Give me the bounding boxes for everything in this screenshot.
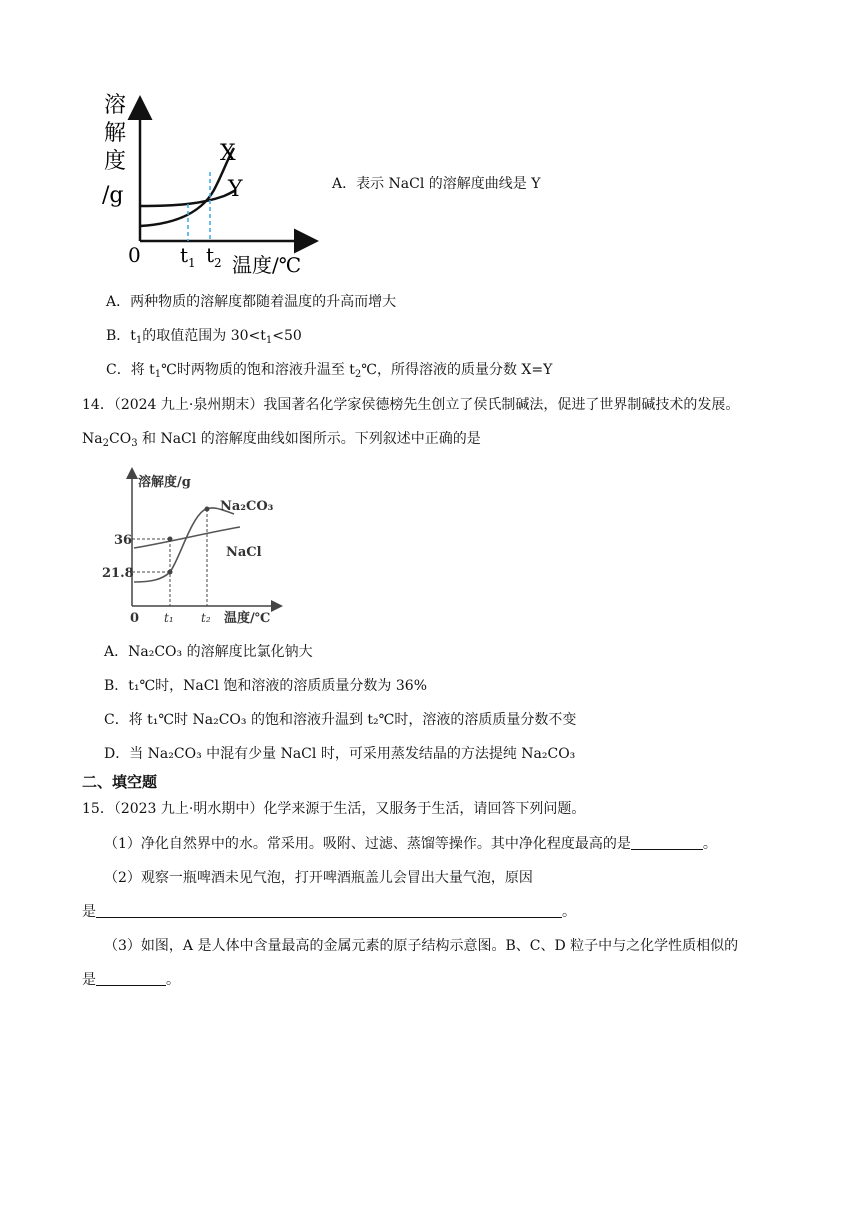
q14-option-a: A．Na₂CO₃ 的溶解度比氯化钠大 xyxy=(104,644,313,660)
q14-stem-line1: 14．（2024 九上·泉州期末）我国著名化学家侯德榜先生创立了侯氏制碱法，促进了世界制碱技术的发展。 xyxy=(82,397,740,413)
curve-y-label: Y xyxy=(228,177,243,202)
t2-label: $t_2$ xyxy=(206,243,222,270)
y-label-char: 解 xyxy=(104,121,127,146)
nacl-label: NaCl xyxy=(226,545,262,560)
origin-label: 0 xyxy=(128,243,141,267)
q15-part1: （1）净化自然界中的水。常采用。吸附、过滤、蒸馏等操作。其中净化程度最高的是 。 xyxy=(104,836,717,852)
y-label: 溶解度/g xyxy=(138,475,191,490)
y-label-char: 度 xyxy=(104,149,127,174)
t1-label: t₁ xyxy=(164,611,174,625)
q14-stem-line2: $Na_2CO_3$ 和 NaCl 的溶解度曲线如图所示。下列叙述中正确的是 xyxy=(82,431,481,449)
y-tick-218: 21.8 xyxy=(102,566,134,581)
t1-label: $t_1$ xyxy=(180,243,196,270)
q14-option-d: D．当 Na₂CO₃ 中混有少量 NaCl 时，可采用蒸发结晶的方法提纯 Na₂CO₃ xyxy=(104,746,576,762)
q15-part3-line1: （3）如图，A 是人体中含量最高的金属元素的原子结构示意图。B、C、D 粒子中与之化学性质相似的 xyxy=(104,938,739,954)
curve-y xyxy=(140,190,236,206)
t2-label: t₂ xyxy=(201,611,211,625)
y-label-char: /g xyxy=(102,183,124,208)
q13-option-a: A．两种物质的溶解度都随着温度的升高而增大 xyxy=(106,294,397,310)
curve-x-label: X xyxy=(220,141,236,166)
x-label: 温度/℃ xyxy=(232,253,302,277)
solubility-figure-na2co3-nacl xyxy=(100,462,286,628)
q15-part2-line1: （2）观察一瓶啤酒未见气泡，打开啤酒瓶盖儿会冒出大量气泡，原因 xyxy=(104,870,533,886)
q13-option-b: B．$t_1$的取值范围为 $30<t_1<50$ xyxy=(106,328,302,346)
answer-blank[interactable] xyxy=(96,971,166,986)
section-heading: 二、填空题 xyxy=(82,773,158,791)
origin-label: 0 xyxy=(130,611,140,626)
na2co3-label: Na₂CO₃ xyxy=(220,499,274,514)
answer-blank[interactable] xyxy=(631,835,703,850)
y-label-char: 溶 xyxy=(104,93,127,118)
q15-part2-line2: 是 。 xyxy=(82,904,576,920)
q15-stem: 15．（2023 九上·明水期中）化学来源于生活，又服务于生活，请回答下列问题。 xyxy=(82,801,586,817)
x-label: 温度/℃ xyxy=(224,611,271,626)
q14-option-c: C．将 t₁℃时 Na₂CO₃ 的饱和溶液升温到 t₂℃时，溶液的溶质质量分数不变 xyxy=(104,712,577,728)
answer-blank[interactable] xyxy=(96,903,562,918)
q14-option-b: B．t₁℃时，NaCl 饱和溶液的溶质质量分数为 36% xyxy=(104,678,427,694)
solubility-figure-xy xyxy=(96,86,326,282)
option-a-inline: A．表示 NaCl 的溶解度曲线是 Y xyxy=(332,176,541,192)
q13-option-c: C．将 $t_1℃$时两物质的饱和溶液升温至 $t_2℃$，所得溶液的质量分数 X=Y xyxy=(106,362,553,380)
q15-part3-line2: 是 。 xyxy=(82,972,180,988)
curve-nacl xyxy=(134,527,240,548)
y-tick-36: 36 xyxy=(114,533,133,548)
